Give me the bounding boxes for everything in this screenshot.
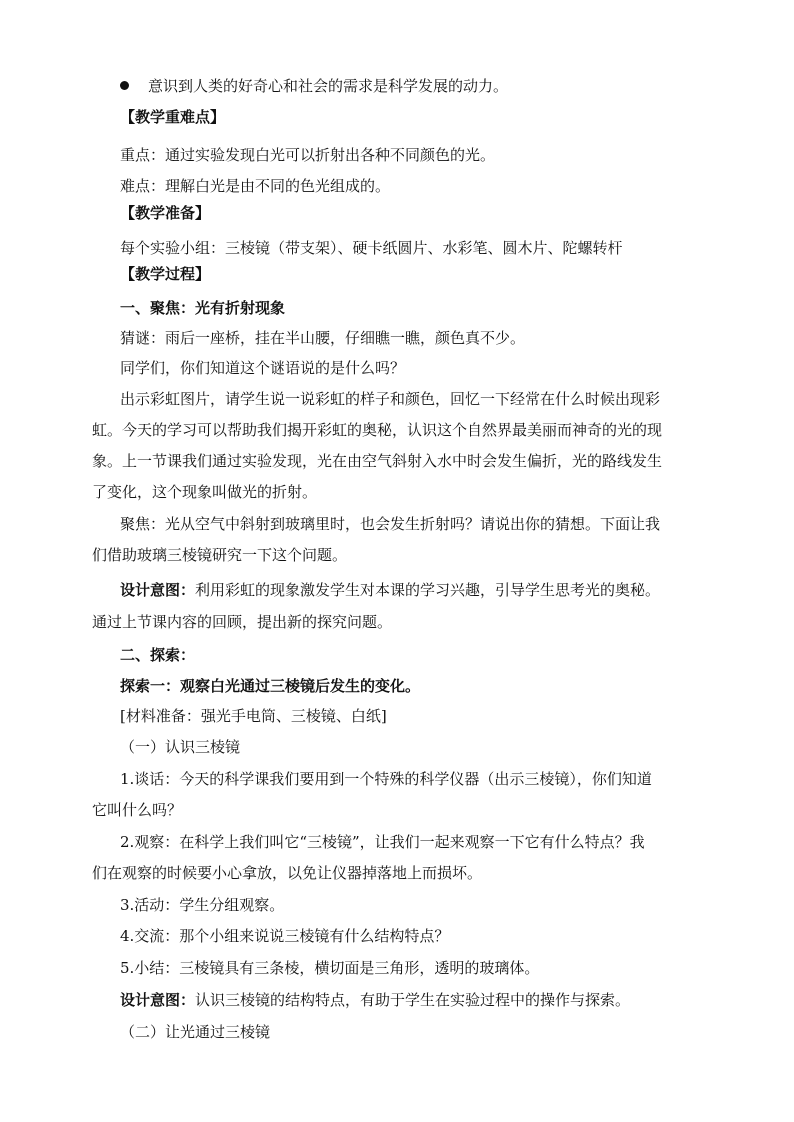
section-heading: 【教学准备】 [120, 204, 211, 222]
paragraph-line: 同学们，你们知道这个谜语说的是什么吗？ [120, 359, 406, 377]
paragraph-line: （二）让光通过三棱镜 [120, 1023, 271, 1041]
paragraph-line: （一）认识三棱镜 [120, 738, 241, 756]
design-intent-text: 利用彩虹的现象激发学生对本课的学习兴趣，引导学生思考光的奥秘。 [195, 581, 661, 599]
paragraph-line: 猜谜：雨后一座桥，挂在半山腰，仔细瞧一瞧，颜色真不少。 [120, 329, 526, 347]
paragraph-line: 聚焦：光从空气中斜射到玻璃里时，也会发生折射吗？请说出你的猜想。下面让我 [120, 515, 661, 533]
paragraph-line: 们在观察的时候要小心拿放，以免让仪器掉落地上而损坏。 [92, 864, 483, 882]
design-intent-text: 认识三棱镜的结构特点，有助于学生在实验过程中的操作与探索。 [195, 991, 631, 1009]
paragraph-line: 们借助玻璃三棱镜研究一下这个问题。 [92, 546, 348, 564]
paragraph-line: 2.观察：在科学上我们叫它“三棱镜”，让我们一起来观察一下它有什么特点？我 [120, 833, 645, 851]
paragraph-line: 了变化，这个现象叫做光的折射。 [92, 483, 318, 501]
design-intent-label: 设计意图： [120, 991, 196, 1009]
paragraph-line: 4.交流：那个小组来说说三棱镜有什么结构特点？ [120, 927, 450, 945]
subsection-heading: 一、聚焦：光有折射现象 [120, 299, 286, 317]
paragraph-line: 通过上节课内容的回顾，提出新的探究问题。 [92, 613, 393, 631]
design-intent-label: 设计意图： [120, 581, 196, 599]
subsection-heading: 探索一：观察白光通过三棱镜后发生的变化。 [120, 677, 421, 695]
design-intent [120, 990, 700, 1010]
paragraph-line: 出示彩虹图片，请学生说一说彩虹的样子和颜色，回忆一下经常在什么时候出现彩 [120, 390, 661, 408]
section-heading: 【教学过程】 [120, 265, 211, 283]
design-intent [120, 580, 700, 600]
paragraph-line: 虹。今天的学习可以帮助我们揭开彩虹的奥秘，认识这个自然界最美丽而神奇的光的现 [92, 421, 663, 439]
paragraph-line: 难点：理解白光是由不同的色光组成的。 [120, 177, 391, 195]
paragraph-line: 每个实验小组：三棱镜（带支架）、硬卡纸圆片、水彩笔、圆木片、陀螺转杆 [120, 239, 623, 257]
paragraph-line: 象。上一节课我们通过实验发现，光在由空气斜射入水中时会发生偏折，光的路线发生 [92, 452, 663, 470]
section-heading: 【教学重难点】 [120, 108, 226, 126]
bullet-text: 意识到人类的好奇心和社会的需求是科学发展的动力。 [148, 77, 509, 95]
bullet-icon [120, 81, 129, 90]
paragraph-line: 它叫什么吗？ [92, 801, 183, 819]
subsection-heading: 二、探索： [120, 646, 196, 664]
paragraph-line: [材料准备：强光手电筒、三棱镜、白纸] [120, 707, 387, 725]
paragraph-line: 3.活动：学生分组观察。 [120, 896, 285, 914]
paragraph-line: 重点：通过实验发现白光可以折射出各种不同颜色的光。 [120, 146, 496, 164]
paragraph-line: 5.小结：三棱镜具有三条棱，横切面是三角形，透明的玻璃体。 [120, 959, 540, 977]
paragraph-line: 1.谈话：今天的科学课我们要用到一个特殊的科学仪器（出示三棱镜），你们知道 [120, 770, 652, 788]
